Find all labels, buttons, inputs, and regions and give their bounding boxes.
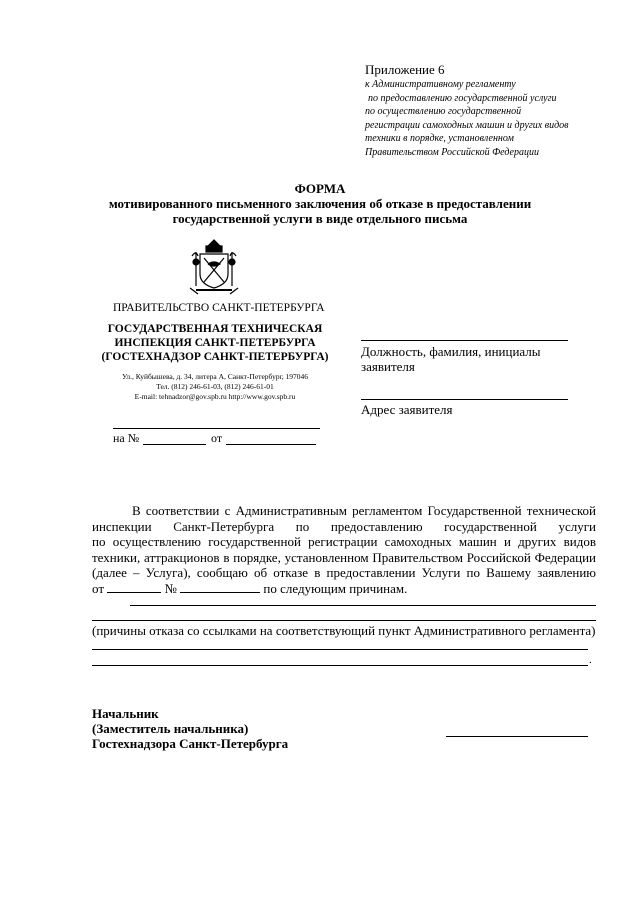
annex-line: техники в порядке, установленном	[365, 133, 514, 144]
letterhead-divider	[113, 428, 320, 429]
outgoing-date-field	[226, 444, 316, 445]
annex-title: Приложение 6	[365, 62, 445, 77]
annex-line: регистрации самоходных машин и других видов	[365, 120, 569, 131]
inspection-address: Ул., Куйбышева, д. 34, литера А, Санкт-Петербург, 197046	[121, 372, 309, 381]
reasons-end-mark: .	[589, 654, 592, 666]
form-title-line: государственной услуги в виде отдельного письма	[172, 211, 468, 226]
annex-line: по предоставлению государственной услуги	[368, 93, 557, 104]
signature-line	[446, 736, 588, 737]
form-heading: ФОРМА	[294, 181, 346, 196]
recipient-position-label: Должность, фамилия, инициалы	[361, 344, 541, 359]
form-title-line: мотивированного письменного заключения об отказе в предоставлении	[108, 196, 532, 211]
government-name: ПРАВИТЕЛЬСТВО САНКТ-ПЕТЕРБУРГА	[113, 302, 325, 314]
application-number-field	[180, 581, 260, 593]
refusal-paragraph	[92, 503, 596, 596]
recipient-name-line	[361, 340, 568, 341]
recipient-address-label: Адрес заявителя	[361, 402, 453, 417]
inspection-name: ИНСПЕКЦИЯ САНКТ-ПЕТЕРБУРГА	[114, 337, 316, 349]
inspection-name: (ГОСТЕХНАДЗОР САНКТ-ПЕТЕРБУРГА)	[101, 351, 329, 363]
signatory-title: Начальник	[92, 706, 159, 721]
reasons-caption: (причины отказа со ссылками на соответствующий пункт Административного регламента)	[92, 623, 596, 638]
inspection-phone: Тел. (812) 246-61-03, (812) 246-61-01	[156, 382, 274, 391]
application-number-label: №	[164, 580, 177, 596]
reason-line	[92, 620, 596, 621]
outgoing-number-label: на №	[113, 431, 140, 445]
signatory-title: (Заместитель начальника)	[92, 721, 249, 736]
paragraph-line: по осуществлению государственной регистрации самоходных машин и других видов	[92, 534, 596, 549]
paragraph-line: техники, аттракционов в порядке, установленном Правительством Российской Федерации	[92, 549, 596, 565]
application-date-field	[107, 581, 161, 593]
reason-line	[92, 665, 588, 666]
st-petersburg-coat-of-arms-icon	[186, 238, 242, 298]
paragraph-last-line	[92, 581, 596, 597]
recipient-position-label: заявителя	[361, 359, 415, 374]
recipient-address-line	[361, 399, 568, 400]
annex-line: по осуществлению государственной	[365, 106, 522, 117]
reason-line	[130, 605, 596, 606]
annex-line: Правительством Российской Федерации	[365, 147, 539, 158]
signatory-title: Гостехнадзора Санкт-Петербурга	[92, 736, 289, 751]
paragraph-line: инспекции Санкт-Петербурга по предоставлению государственной услуги	[92, 518, 596, 534]
inspection-contacts: E-mail: tehnadzor@gov.spb.ru http://www.gov.spb.ru	[134, 392, 296, 401]
annex-line: к Административному регламенту	[365, 79, 516, 90]
paragraph-line: (далее – Услуга), сообщаю об отказе в предоставлении Услуги по Вашему заявлению	[92, 565, 596, 580]
reason-line	[92, 649, 588, 650]
inspection-name: ГОСУДАРСТВЕННАЯ ТЕХНИЧЕСКАЯ	[107, 323, 323, 335]
outgoing-date-label: от	[211, 431, 223, 445]
outgoing-number-field	[143, 444, 206, 445]
paragraph-line: В соответствии с Административным регламентом Государственной технической	[132, 503, 596, 518]
application-date-label: от	[92, 580, 105, 596]
reasons-lead-in: по следующим причинам.	[263, 580, 408, 596]
